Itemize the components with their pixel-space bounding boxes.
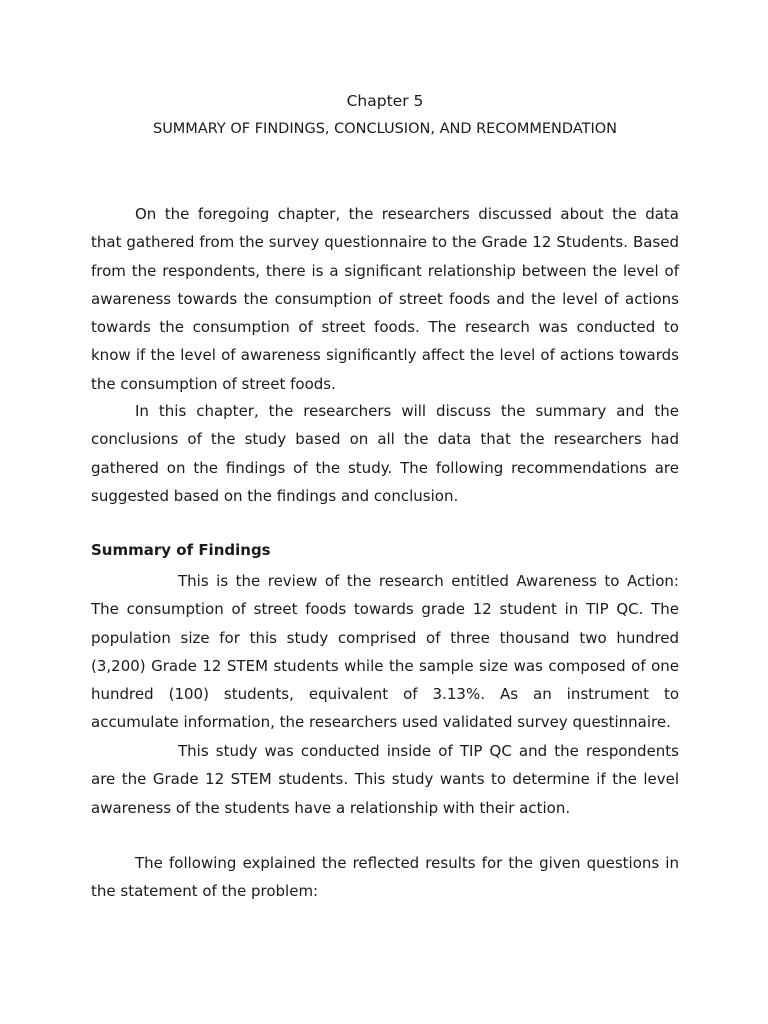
summary-of-findings-heading: Summary of Findings: [91, 541, 271, 559]
study-scope-paragraph: This study was conducted inside of TIP QC and the respondents are the Grade 12 STEM students. This study wants to determine if the level awareness of the students have a relationship with their action.: [91, 742, 679, 817]
results-intro-paragraph: The following explained the reflected results for the given questions in the statement of the problem:: [91, 854, 679, 901]
research-review-paragraph: This is the review of the research entitled Awareness to Action: The consumption of street foods towards grade 12 student in TIP QC. The population size for this study comprised of three thousand two hundred (3,200) Grade 12 STEM students while the sample size was composed of one hundred (100) students, equivalent of 3.13%. As an instrument to accumulate information, the researchers used validated survey questinnaire.: [91, 572, 679, 732]
intro-paragraph: On the foregoing chapter, the researchers discussed about the data that gathered from the survey questionnaire to the Grade 12 Students. Based from the respondents, there is a significant relationship between the level of awareness towards the consumption of street foods and the level of actions towards the consumption of street foods. The research was conducted to know if the level of awareness significantly affect the level of actions towards the consumption of street foods.: [91, 205, 679, 393]
chapter-label: Chapter 5: [346, 92, 424, 110]
chapter-title: SUMMARY OF FINDINGS, CONCLUSION, AND RECOMMENDATION: [152, 121, 618, 137]
chapter-overview-paragraph: In this chapter, the researchers will discuss the summary and the conclusions of the study based on all the data that the researchers had gathered on the findings of the study. The following recommendations are suggested based on the findings and conclusion.: [91, 402, 679, 505]
